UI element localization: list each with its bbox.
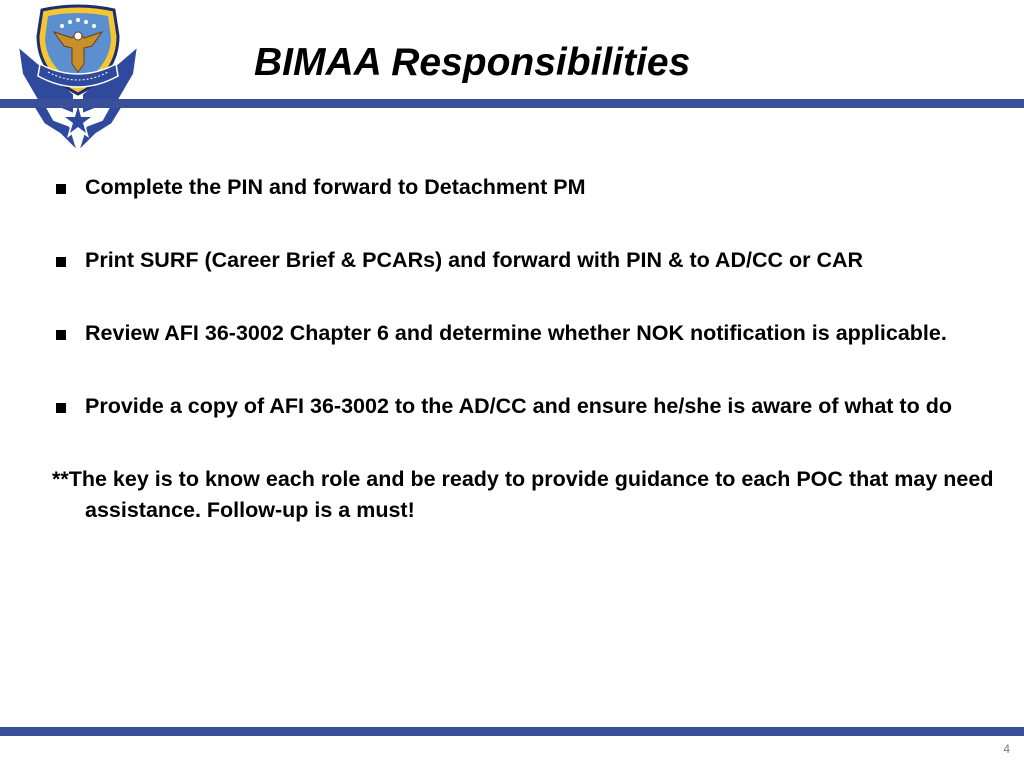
bullet-text: Complete the PIN and forward to Detachment PM: [85, 175, 586, 199]
footer-divider: [0, 727, 1024, 736]
bullet-text: Print SURF (Career Brief & PCARs) and forward with PIN & to AD/CC or CAR: [85, 248, 864, 272]
slide-title: BIMAA Responsibilities: [254, 41, 691, 84]
bullet-item: [52, 172, 997, 203]
bullet-item: [52, 245, 997, 276]
bullet-square-icon: [56, 184, 66, 194]
afrc-shield-icon: [38, 6, 118, 94]
air-force-reserve-command-emblem-icon: [14, 2, 142, 152]
bullet-square-icon: [56, 403, 66, 413]
closing-note: **The key is to know each role and be ready to provide guidance to each POC that may need assistance. Follow-up is a must!: [52, 467, 994, 522]
bullet-text: Provide a copy of AFI 36-3002 to the AD/CC and ensure he/she is aware of what to do: [85, 394, 952, 418]
header-divider: [0, 99, 1024, 108]
page-number: 4: [1003, 742, 1010, 756]
bullet-text: Review AFI 36-3002 Chapter 6 and determine whether NOK notification is applicable.: [85, 321, 947, 345]
bullet-square-icon: [56, 257, 66, 267]
bullet-item: [52, 318, 997, 349]
slide-body: [52, 172, 997, 526]
bullet-square-icon: [56, 330, 66, 340]
bullet-item: [52, 391, 997, 422]
